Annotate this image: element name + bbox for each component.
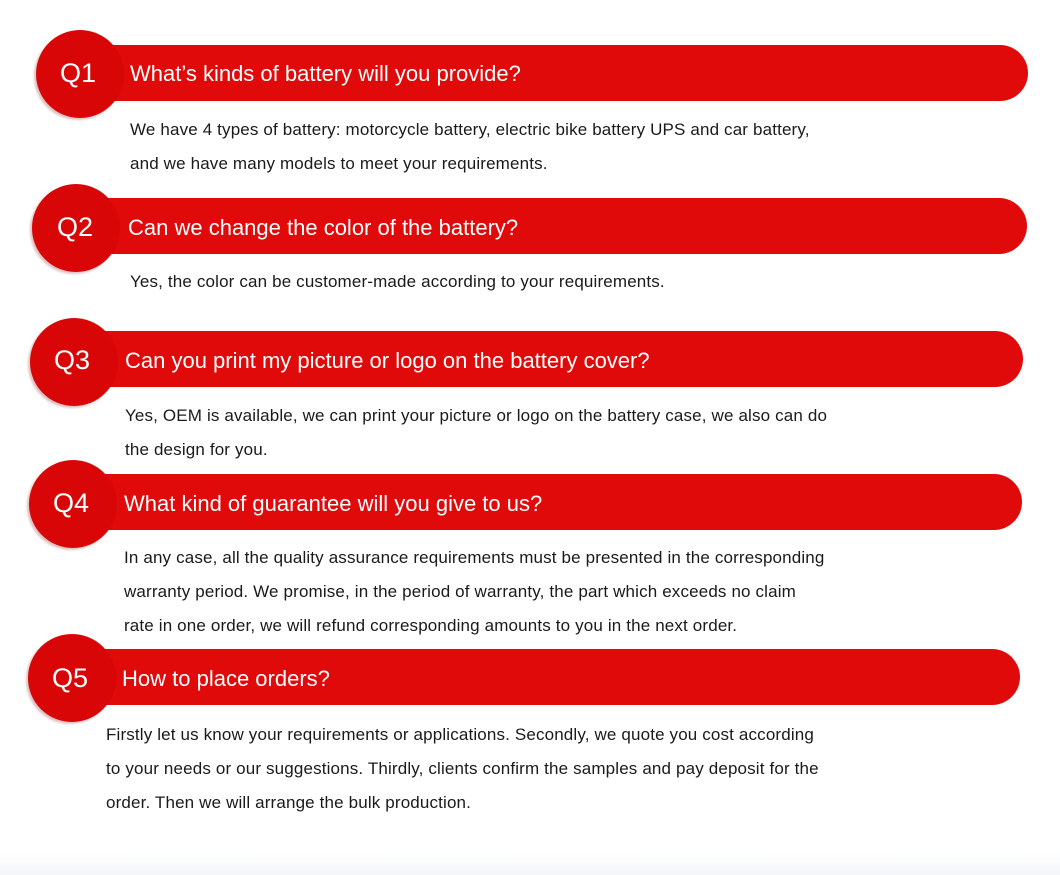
question-number: Q4 (53, 488, 90, 518)
question-text: Can you print my picture or logo on the battery cover? (125, 348, 650, 373)
answer-line: rate in one order, we will refund corresponding amounts to you in the next order. (124, 616, 738, 635)
answer-text (124, 541, 825, 643)
answer-line: warranty period. We promise, in the period of warranty, the part which exceeds no claim (124, 582, 796, 601)
question-text: What kind of guarantee will you give to us? (124, 491, 543, 516)
answer-text (130, 265, 665, 299)
answer-line: In any case, all the quality assurance requirements must be presented in the corresponding (124, 548, 825, 567)
question-text: How to place orders? (122, 666, 330, 691)
answer-line: Firstly let us know your requirements or applications. Secondly, we quote you cost according (106, 725, 814, 744)
answer-line: to your needs or our suggestions. Thirdly, clients confirm the samples and pay deposit for the (106, 759, 819, 778)
question-number: Q5 (52, 663, 89, 693)
question-text: What’s kinds of battery will you provide? (130, 61, 521, 86)
question-number: Q3 (54, 345, 91, 375)
question-text: Can we change the color of the battery? (128, 215, 519, 240)
question-number: Q2 (57, 212, 94, 242)
answer-line: Yes, OEM is available, we can print your picture or logo on the battery case, we also can do (125, 406, 828, 425)
answer-line: and we have many models to meet your requirements. (130, 154, 548, 173)
answer-text (130, 113, 810, 181)
answer-text (125, 399, 827, 467)
answer-line: Yes, the color can be customer-made according to your requirements. (130, 272, 665, 291)
answer-line: We have 4 types of battery: motorcycle battery, electric bike battery UPS and car battery, (130, 120, 810, 139)
answer-text (106, 718, 819, 820)
answer-line: order. Then we will arrange the bulk production. (106, 793, 472, 812)
bottom-fade (0, 853, 1060, 875)
question-number: Q1 (60, 58, 97, 88)
answer-line: the design for you. (125, 440, 268, 459)
